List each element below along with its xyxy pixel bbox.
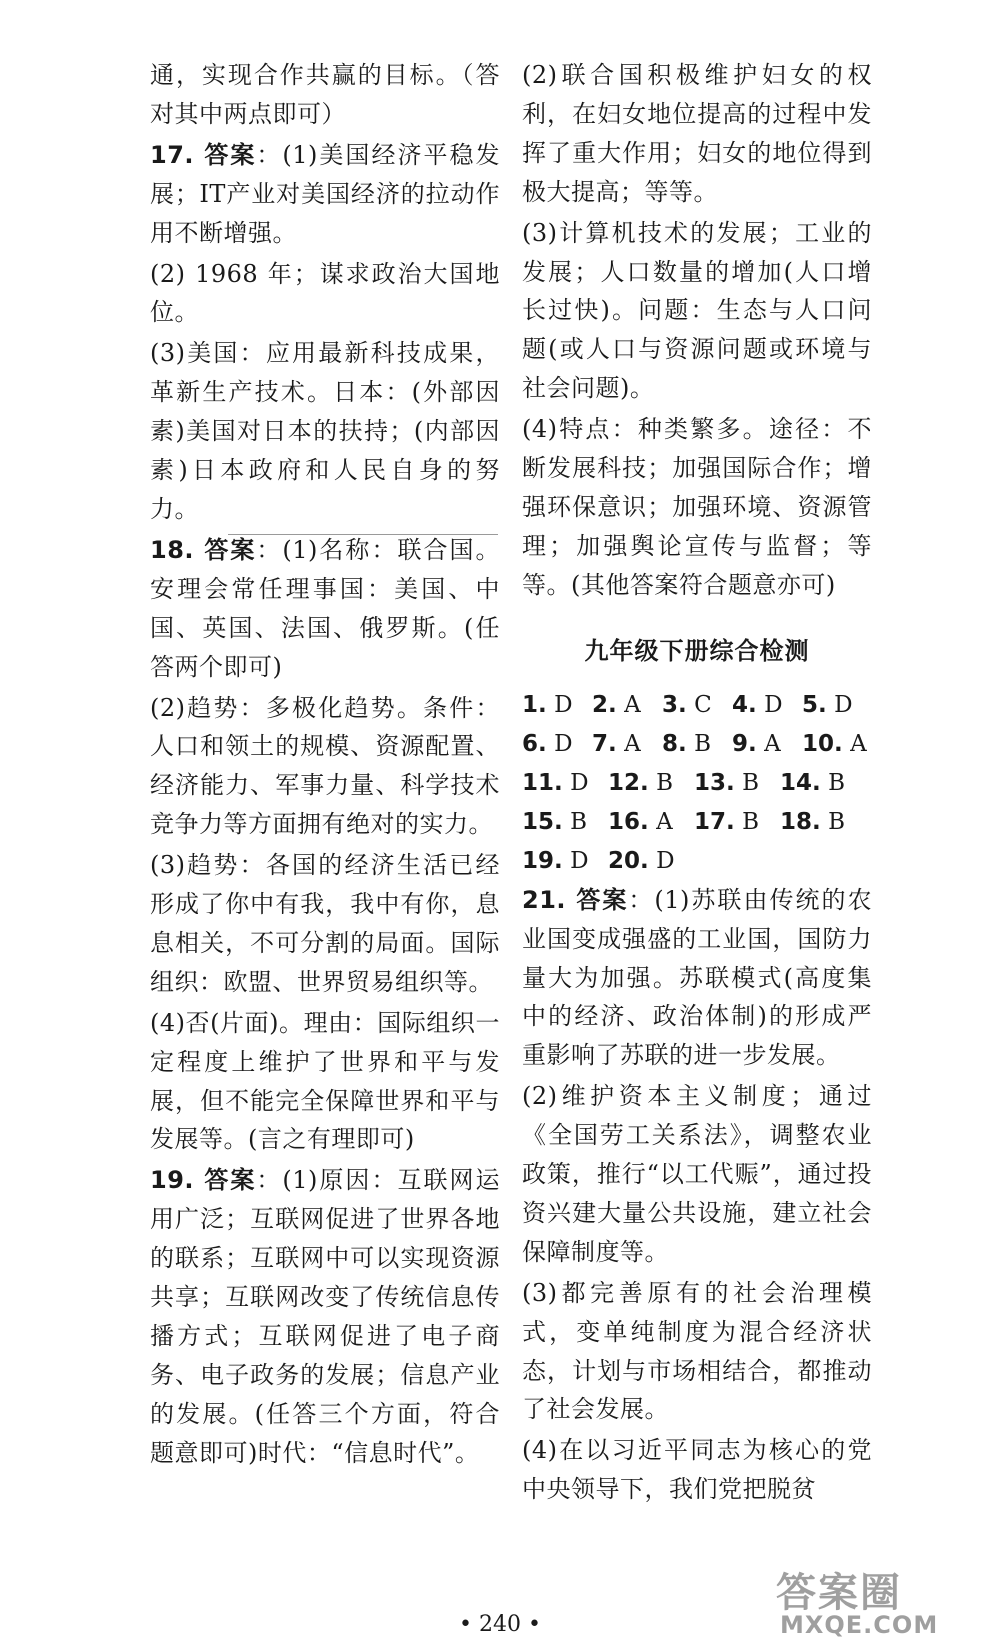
watermark-text: 答案圈 xyxy=(776,1570,902,1616)
mc-answer xyxy=(802,725,872,764)
mc-answer xyxy=(522,803,608,842)
mc-question-number: 17. xyxy=(694,808,735,835)
mc-question-number: 16. xyxy=(608,808,649,835)
answer-18-label: 18. 答案 xyxy=(150,535,257,564)
mc-row xyxy=(522,842,872,881)
answer-paragraph: 通，实现合作共赢的目标。（答对其中两点即可） xyxy=(150,61,500,128)
mc-answer xyxy=(522,764,608,803)
mc-answer xyxy=(732,686,802,725)
mc-answer xyxy=(608,803,694,842)
mc-row xyxy=(522,725,872,764)
answer-18-part-3: (3)趋势：各国的经济生活已经形成了你中有我，我中有你，息息相关，不可分割的局面。国际组织：欧盟、世界贸易组织等。 xyxy=(150,851,500,996)
answer-19-part-4: (4)特点：种类繁多。途径：不断发展科技；加强国际合作；增强环保意识；加强环境、资源管理；加强舆论宣传与监督；等等。(其他答案符合题意亦可) xyxy=(522,415,872,599)
mc-choice: D xyxy=(570,769,589,796)
answer-17-label: 17. 答案 xyxy=(150,140,257,169)
mc-answer xyxy=(694,803,780,842)
mc-question-number: 20. xyxy=(608,847,649,874)
mc-answer xyxy=(780,764,866,803)
mc-answer xyxy=(592,686,662,725)
answer-18-part-1: 18. 答案：(1)名称：联合国。安理会常任理事国：美国、中国、英国、法国、俄罗斯。(任答两个即可) xyxy=(150,535,500,681)
mc-answer xyxy=(522,725,592,764)
mc-question-number: 7. xyxy=(592,730,617,757)
answer-19-part-3: (3)计算机技术的发展；工业的发展；人口数量的增加(人口增长过快)。问题：生态与人口问题(或人口与资源问题或环境与社会问题)。 xyxy=(522,218,872,403)
mc-choice: B xyxy=(742,808,759,835)
mc-question-number: 2. xyxy=(592,691,617,718)
section-title: 九年级下册综合检测 xyxy=(584,636,810,665)
mc-choice: B xyxy=(570,808,587,835)
mc-answer xyxy=(662,725,732,764)
mc-choice: C xyxy=(694,691,712,718)
answer-21-label: 21. 答案 xyxy=(522,885,629,914)
mc-choice: D xyxy=(834,691,853,718)
mc-question-number: 11. xyxy=(522,769,563,796)
mc-choice: A xyxy=(764,730,781,757)
mc-choice: B xyxy=(742,769,759,796)
mc-row xyxy=(522,803,872,842)
mc-question-number: 14. xyxy=(780,769,821,796)
answer-21-part-3: (3)都完善原有的社会治理模式，变单纯制度为混合经济状态，计划与市场相结合，都推动了社会发展。 xyxy=(522,1278,872,1424)
right-column xyxy=(522,56,872,1511)
mc-question-number: 9. xyxy=(732,730,757,757)
mc-choice: A xyxy=(624,730,641,757)
mc-question-number: 1. xyxy=(522,691,547,718)
multiple-choice-answers xyxy=(522,686,872,881)
mc-answer xyxy=(662,686,732,725)
mc-choice: B xyxy=(828,769,845,796)
watermark-url: MXQE.COM xyxy=(780,1611,939,1639)
page-number: • 240 • xyxy=(459,1612,541,1637)
mc-question-number: 3. xyxy=(662,691,687,718)
mc-choice: B xyxy=(656,769,673,796)
mc-choice: D xyxy=(554,691,573,718)
answer-19-part-2: (2)联合国积极维护妇女的权利，在妇女地位提高的过程中发挥了重大作用；妇女的地位得到极大提高；等等。 xyxy=(522,61,872,206)
mc-choice: A xyxy=(624,691,641,718)
mc-choice: B xyxy=(694,730,711,757)
left-column xyxy=(150,56,500,1475)
mc-answer xyxy=(592,725,662,764)
mc-question-number: 4. xyxy=(732,691,757,718)
answer-21-part-2: (2)维护资本主义制度；通过《全国劳工关系法》，调整农业政策，推行“以工代赈”，通过投资兴建大量公共设施，建立社会保障制度等。 xyxy=(522,1082,872,1266)
answer-17-part-2: (2) 1968 年；谋求政治大国地位。 xyxy=(150,259,500,327)
mc-question-number: 6. xyxy=(522,730,547,757)
mc-question-number: 18. xyxy=(780,808,821,835)
answer-18-part-4: (4)否(片面)。理由：国际组织一定程度上维护了世界和平与发展，但不能完全保障世界和平与发展等。(言之有理即可) xyxy=(150,1008,500,1154)
mc-question-number: 10. xyxy=(802,730,843,757)
mc-answer xyxy=(522,686,592,725)
mc-question-number: 8. xyxy=(662,730,687,757)
mc-choice: A xyxy=(850,730,867,757)
mc-question-number: 19. xyxy=(522,847,563,874)
mc-choice: D xyxy=(764,691,783,718)
answer-17-part-3: (3)美国：应用最新科技成果，革新生产技术。日本：(外部因素)美国对日本的扶持；(内部因素)日本政府和人民自身的努力。 xyxy=(150,339,500,523)
answer-21-part-1: 21. 答案：(1)苏联由传统的农业国变成强盛的工业国，国防力量大为加强。苏联模式(高度集中的经济、政治体制)的形成严重影响了苏联的进一步发展。 xyxy=(522,885,872,1070)
mc-answer xyxy=(608,842,694,881)
mc-choice: D xyxy=(554,730,573,757)
divider-line xyxy=(228,534,498,535)
answer-19-part-1: 19. 答案：(1)原因：互联网运用广泛；互联网促进了世界各地的联系；互联网中可以实现资源共享；互联网改变了传统信息传播方式；互联网促进了电子商务、电子政务的发展；信息产业的发展。(任答三个方面，符合题意即可)时代：“信息时代”。 xyxy=(150,1166,500,1467)
mc-answer xyxy=(732,725,802,764)
mc-question-number: 5. xyxy=(802,691,827,718)
mc-answer xyxy=(802,686,872,725)
mc-answer xyxy=(522,842,608,881)
answer-19-label: 19. 答案 xyxy=(150,1166,257,1195)
mc-choice: B xyxy=(828,808,845,835)
mc-row xyxy=(522,764,872,803)
watermark-logo xyxy=(776,1561,986,1645)
mc-answer xyxy=(608,764,694,803)
mc-row xyxy=(522,686,872,725)
mc-question-number: 15. xyxy=(522,808,563,835)
answer-21-part-4: (4)在以习近平同志为核心的党中央领导下，我们党把脱贫 xyxy=(522,1436,872,1504)
mc-answer xyxy=(780,803,866,842)
answer-18-part-2: (2)趋势：多极化趋势。条件：人口和领土的规模、资源配置、经济能力、军事力量、科学技术竞争力等方面拥有绝对的实力。 xyxy=(150,693,500,839)
mc-question-number: 13. xyxy=(694,769,735,796)
mc-question-number: 12. xyxy=(608,769,649,796)
answer-17-part-1: 17. 答案：(1)美国经济平稳发展；IT产业对美国经济的拉动作用不断增强。 xyxy=(150,140,500,247)
mc-choice: D xyxy=(656,847,675,874)
mc-answer xyxy=(694,764,780,803)
mc-choice: A xyxy=(656,808,673,835)
mc-choice: D xyxy=(570,847,589,874)
